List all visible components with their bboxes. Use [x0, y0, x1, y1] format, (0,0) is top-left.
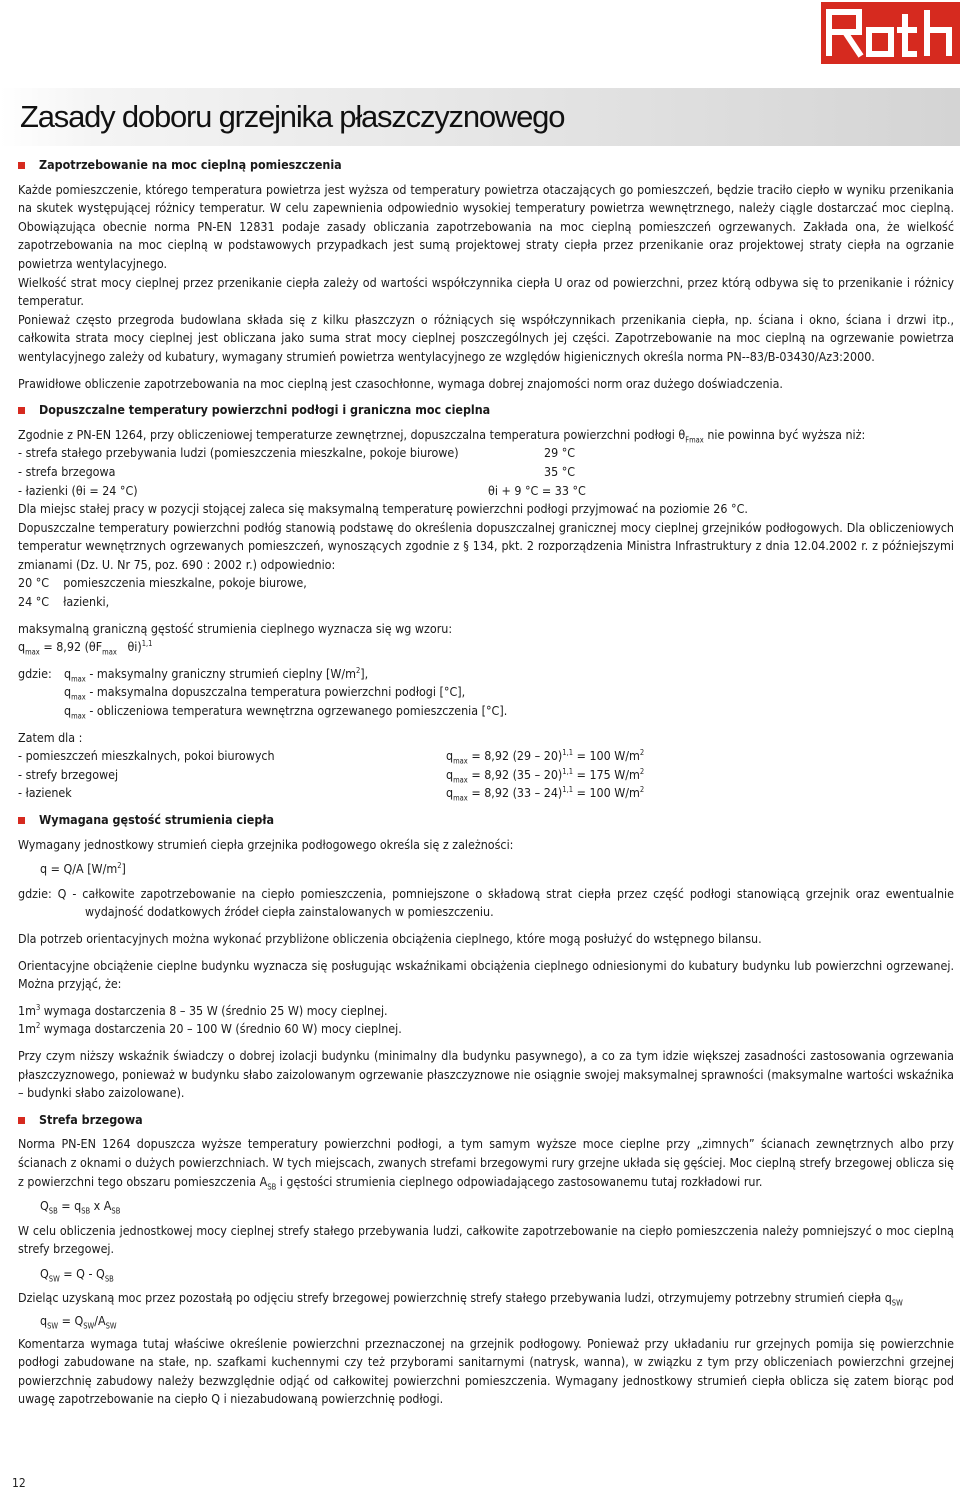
- formula: $q_{max} = 8,92$ ($\theta F_{max}$ θi)$^{1,1}$: [18, 639, 153, 657]
- bullet-icon: [18, 817, 25, 824]
- section-heading: Strefa brzegowa: [18, 1111, 954, 1130]
- paragraph: Dopuszczalne temperatury powierzchni podłóg stanowią podstawę do określenia dopuszczalnej granicznej mocy cieplnej grzejników podłogowych. Dla obliczeniowych temperatur wewnętrznych ogrzewanych pomieszczeń, wynoszących zgodnie z § 134, pkt. 2 rozporządzenia Ministra Infrastruktury z dnia 12.04.2002 r. z późniejszymi zmianami (Dz. U. Nr 75, poz. 690 : 2002 r.) odpowiednio:: [18, 519, 954, 572]
- limit-row: - strefa stałego przebywania ludzi (pomieszczenia mieszkalne, pokoje biurowe) 29 °C: [18, 445, 576, 461]
- definition-row: $q_{max}$ - obliczeniowa temperatura wewnętrzna ogrzewanego pomieszczenia [°C].: [64, 703, 508, 721]
- paragraph: Dzieląc uzyskaną moc przez pozostałą po odjęciu strefy brzegowej powierzchnię strefy stałego przebywania ludzi, otrzymujemy potrzebny strumień ciepła $q_{SW}$: [18, 1290, 903, 1308]
- paragraph: Zatem dla :: [18, 729, 83, 745]
- bullet-icon: [18, 407, 25, 414]
- paragraph: Dla potrzeb orientacyjnych można wykonać przybliżone obliczenia obciążenia cieplnego, które mogą posłużyć do wstępnego bilansu.: [18, 930, 762, 946]
- result-row: - pomieszczeń mieszkalnych, pokoi biurowych $q_{max} = 8,92$ (29 – 20)$^{1,1}$ = 100 $W/m^2$: [18, 748, 645, 766]
- paragraph: Dla miejsc stałej pracy w pozycji stojącej zaleca się maksymalną temperaturę powierzchni podłogi przyjmować na poziomie 26 °C.: [18, 501, 748, 517]
- bullet-icon: [18, 1117, 25, 1124]
- formula: $Q_{SW} = Q - Q_{SB}$: [40, 1265, 114, 1284]
- formula: q = Q/A $[W/m^2]$: [40, 861, 126, 877]
- bullet-icon: [18, 162, 25, 169]
- paragraph: maksymalną graniczną gęstość strumienia cieplnego wyznacza się wg wzoru:: [18, 620, 453, 636]
- definition-row: $q_{max}$ - maksymalna dopuszczalna temperatura powierzchni podłogi [°C],: [64, 684, 466, 702]
- paragraph: Norma PN-EN 1264 dopuszcza wyższe temperatury powierzchni podłogi, a tym samym wyższe moce cieplne przy „zimnych” ścianach zewnętrznych albo przy ścianach z oknami o dużych powierzchniach. W tych miejscach, zwanych strefami brzegowymi rury grzejne układa się gęściej. Moc cieplną strefy brzegowej oblicza się z powierzchni tego obszaru pomieszczenia $A_{SB}$ i gęstości strumienia cieplnego odpowiadającego zastosowanemu tutaj rozkładowi rur.: [18, 1136, 954, 1191]
- paragraph: Wielkość strat mocy cieplnej przez przenikanie ciepła zależy od wartości współczynnika ciepła U oraz od powierzchni, przez którą odbywa się to przenikanie i różnicy temperatur.: [18, 274, 954, 309]
- paragraph: 24 °C łazienki,: [18, 594, 110, 610]
- paragraph: 20 °C pomieszczenia mieszkalne, pokoje biurowe,: [18, 575, 307, 591]
- roth-logo: [821, 2, 960, 64]
- section-heading: Wymagana gęstość strumienia ciepła: [18, 811, 954, 830]
- paragraph: $1m^3$ wymaga dostarczenia 8 – 35 W (średnio 25 W) mocy cieplnej.: [18, 1002, 388, 1018]
- paragraph: Prawidłowe obliczenie zapotrzebowania na moc cieplną jest czasochłonne, wymaga dobrej znajomości norm oraz dużego doświadczenia.: [18, 375, 783, 391]
- limit-row: - łazienki (θi = 24 °C) θi + 9 °C = 33 °C: [18, 482, 586, 498]
- result-row: - łazienek $q_{max} = 8,92$ (33 – 24)$^{1,1}$ = 100 $W/m^2$: [18, 785, 645, 803]
- paragraph: Orientacyjne obciążenie cieplne budynku wyznacza się posługując wskaźnikami obciążenia cieplnego odniesionymi do kubatury budynku lub powierzchni ogrzewanej. Można przyjąć, że:: [18, 957, 954, 992]
- document-body: [18, 150, 954, 1409]
- section-heading: Dopuszczalne temperatury powierzchni podłogi i graniczna moc cieplna: [18, 401, 954, 420]
- paragraph: Przy czym niższy wskaźnik świadczy o dobrej izolacji budynku (minimalny dla budynku pasywnego), a co za tym idzie większej zasadności zastosowania ogrzewania płaszczyznowego, ponieważ w budynku słabo zaizolowanym ogrzewanie płaszczyznowe nie osiągnie swojej maksymalnej sprawności (maksymalne wartości wskaźnika – budynki słabo zaizolowane).: [18, 1047, 954, 1101]
- formula: $Q_{SB} = q_{SB}$ x $A_{SB}$: [40, 1198, 121, 1216]
- page-number: 12: [12, 1476, 26, 1490]
- definition-row: gdzie: $q_{max}$ - maksymalny graniczny strumień cieplny $[W/m^2]$,: [18, 665, 369, 684]
- paragraph: Wymagany jednostkowy strumień ciepła grzejnika podłogowego określa się z zależności:: [18, 836, 514, 852]
- paragraph: Zgodnie z PN-EN 1264, przy obliczeniowej temperaturze zewnętrznej, dopuszczalna temperatura powierzchni podłogi $\theta_{Fmax}$ nie powinna być wyższa niż:: [18, 426, 866, 445]
- formula: $q_{SW} = Q_{SW}/A_{SW}$: [40, 1313, 117, 1331]
- paragraph: Ponieważ często przegroda budowlana składa się z kilku płaszczyzn o różniących się współczynnikach przenikania ciepła, np. ściana i okno, ściana i drzwi itp., całkowita strata mocy cieplnej jest obliczana jako suma strat mocy cieplnej poszczególnych jej części. Zapotrzebowanie na moc cieplną na ogrzewanie powietrza wentylacyjnego zależy od kubatury, wymagany strumień powietrza wentylacyjnego ze względów higienicznych określa norma PN--83/B-03430/Az3:2000.: [18, 311, 954, 364]
- page-title: Zasady doboru grzejnika płaszczyznowego: [20, 99, 565, 134]
- paragraph: W celu obliczenia jednostkowej mocy cieplnej strefy stałego przebywania ludzi, całkowite zapotrzebowanie na ciepło pomieszczenia należy pomniejszyć o moc cieplną strefy brzegowej.: [18, 1222, 954, 1257]
- section-heading: Zapotrzebowanie na moc cieplną pomieszczenia: [18, 156, 954, 175]
- result-row: - strefy brzegowej $q_{max} = 8,92$ (35 – 20)$^{1,1}$ = 175 $W/m^2$: [18, 766, 645, 785]
- paragraph: Każde pomieszczenie, którego temperatura powietrza jest wyższa od temperatury powietrza otaczających go pomieszczeń, będzie traciło ciepło w wyniku przenikania na skutek występującej różnicy temperatur. W celu zapewnienia odpowiednio wysokiej temperatury powietrza wewnętrznego, należy ciągle dostarczać moc cieplną. Obowiązująca obecnie norma PN-EN 12831 podaje zasady obliczania zapotrzebowania na moc cieplną pomieszczeń ogrzewanych. Zakłada ona, że wielkość zapotrzebowania na moc cieplną w podstawowych przypadkach jest sumą projektowej straty ciepła przez przenikanie oraz projektowej straty ciepła na ogrzanie powietrza wentylacyjnego.: [18, 181, 954, 271]
- paragraph: gdzie: Q - całkowite zapotrzebowanie na ciepło pomieszczenia, pomniejszone o składową strat ciepła przez część podłogi stanowiącą grzejnik oraz ewentualnie wydajność dodatkowych źródeł ciepła zainstalowanych w pomieszczeniu.: [18, 885, 954, 920]
- paragraph: $1m^2$ wymaga dostarczenia 20 – 100 W (średnio 60 W) mocy cieplnej.: [18, 1021, 402, 1037]
- limit-row: - strefa brzegowa 35 °C: [18, 463, 576, 479]
- paragraph: Komentarza wymaga tutaj właściwe określenie powierzchni przeznaczonej na grzejnik podłogowy. Ponieważ przy układaniu rur grzejnych pomija się powierzchnie podłogi zabudowane na stałe, np. szafkami kuchennymi czy też przyborami sanitarnymi (natrysk, wanna), w związku z tym przy obliczeniach powierzchni grzejnej powierzchnię zabudowy należy bezwzględnie odjąć od całkowitej powierzchni pomieszczenia. Wymagany jednostkowy strumień ciepła oblicza się zatem biorąc pod uwagę zapotrzebowanie na ciepło Q i niezabudowaną powierzchnię podłogi.: [18, 1335, 954, 1407]
